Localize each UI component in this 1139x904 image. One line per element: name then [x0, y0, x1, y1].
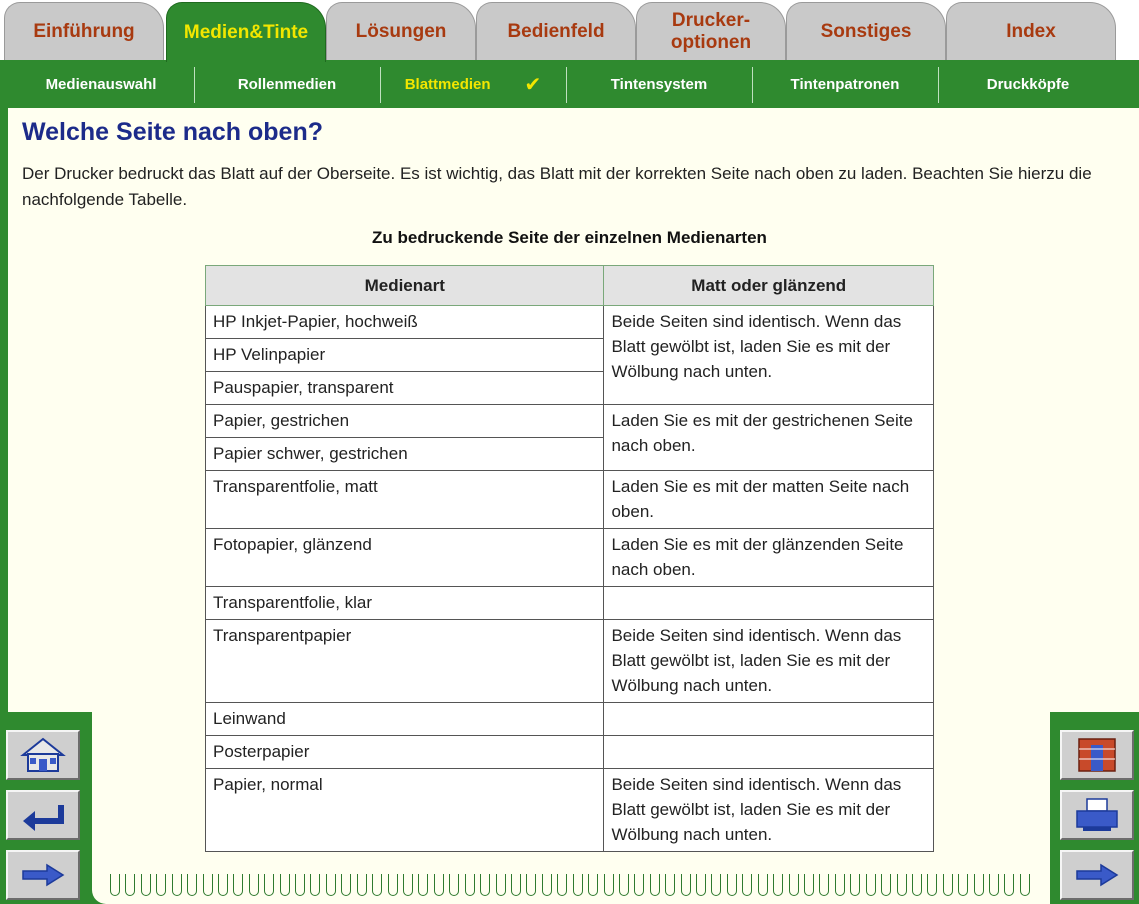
- subnav-label: Rollenmedien: [237, 75, 337, 93]
- media-cell: Fotopapier, glänzend: [206, 529, 604, 587]
- subnav-label: Druckköpfe: [986, 75, 1070, 93]
- media-cell: HP Velinpapier: [206, 339, 604, 372]
- side-cell: Laden Sie es mit der matten Seite nach oben.: [604, 471, 934, 529]
- top-tab-bar: [0, 0, 1139, 60]
- media-table: [205, 265, 934, 852]
- table-row: [206, 736, 934, 769]
- page-title: Welche Seite nach oben?: [22, 118, 324, 146]
- tab-loesungen[interactable]: [326, 2, 476, 60]
- table-row: [206, 405, 934, 438]
- side-cell: [604, 587, 934, 620]
- checkmark-icon: ✔: [524, 73, 542, 96]
- subnav-blattmedien[interactable]: [380, 63, 566, 105]
- tab-label: Bedienfeld: [507, 20, 605, 42]
- media-cell: Transparentfolie, klar: [206, 587, 604, 620]
- media-cell: Transparentfolie, matt: [206, 471, 604, 529]
- tab-einfuehrung[interactable]: [4, 2, 164, 60]
- tab-druckeroptionen[interactable]: [636, 2, 786, 60]
- tab-label: Einführung: [33, 20, 135, 42]
- tab-bedienfeld[interactable]: [476, 2, 636, 60]
- column-header-medienart: Medienart: [206, 266, 604, 306]
- side-cell: [604, 703, 934, 736]
- next-button[interactable]: [6, 850, 80, 900]
- next-icon: [17, 855, 69, 895]
- subnav-label: Medienauswahl: [45, 75, 157, 93]
- table-header-row: [206, 266, 934, 306]
- media-cell: Papier, normal: [206, 769, 604, 852]
- table-row: [206, 587, 934, 620]
- printer-icon: [1071, 795, 1123, 835]
- index-icon: [1071, 735, 1123, 775]
- printer-button[interactable]: [1060, 790, 1134, 840]
- tab-label: Sonstiges: [820, 20, 912, 42]
- table-row: [206, 620, 934, 703]
- side-cell: Beide Seiten sind identisch. Wenn das Blatt gewölbt ist, laden Sie es mit der Wölbung nach unten.: [604, 620, 934, 703]
- table-row: [206, 769, 934, 852]
- tab-label: Drucker- optionen: [670, 9, 752, 53]
- sub-navigation: [8, 60, 1139, 108]
- table-caption: Zu bedruckende Seite der einzelnen Medienarten: [372, 228, 767, 247]
- tab-sonstiges[interactable]: [786, 2, 946, 60]
- decorative-ruler: [110, 866, 1030, 896]
- table-row: [206, 703, 934, 736]
- intro-text: Der Drucker bedruckt das Blatt auf der Oberseite. Es ist wichtig, das Blatt mit der korrekten Seite nach oben zu laden. Beachten Sie hierzu die nachfolgende Tabelle.: [22, 164, 1092, 209]
- home-icon: [17, 735, 69, 775]
- tab-label: Medien&Tinte: [183, 21, 309, 43]
- forward-icon: [1071, 855, 1123, 895]
- tab-label: Index: [1006, 20, 1056, 42]
- side-cell: Beide Seiten sind identisch. Wenn das Blatt gewölbt ist, laden Sie es mit der Wölbung nach unten.: [604, 306, 934, 405]
- media-cell: Posterpapier: [206, 736, 604, 769]
- forward-button[interactable]: [1060, 850, 1134, 900]
- subnav-medienauswahl[interactable]: [8, 63, 194, 105]
- table-row: [206, 529, 934, 587]
- tab-medien-tinte[interactable]: [166, 2, 326, 62]
- table-row: [206, 306, 934, 339]
- index-button[interactable]: [1060, 730, 1134, 780]
- media-cell: HP Inkjet-Papier, hochweiß: [206, 306, 604, 339]
- home-button[interactable]: [6, 730, 80, 780]
- subnav-tintensystem[interactable]: [566, 63, 752, 105]
- subnav-tintenpatronen[interactable]: [752, 63, 938, 105]
- page-content: [22, 118, 1122, 247]
- tab-label: Lösungen: [355, 20, 447, 42]
- tab-index[interactable]: [946, 2, 1116, 60]
- subnav-druckkoepfe[interactable]: [938, 63, 1118, 105]
- media-cell: Papier, gestrichen: [206, 405, 604, 438]
- side-cell: Laden Sie es mit der gestrichenen Seite nach oben.: [604, 405, 934, 471]
- subnav-label: Blattmedien: [404, 75, 491, 93]
- column-header-matt-glaenzend: Matt oder glänzend: [604, 266, 934, 306]
- back-icon: [17, 795, 69, 835]
- media-cell: Papier schwer, gestrichen: [206, 438, 604, 471]
- media-cell: Transparentpapier: [206, 620, 604, 703]
- media-cell: Leinwand: [206, 703, 604, 736]
- side-cell: Beide Seiten sind identisch. Wenn das Blatt gewölbt ist, laden Sie es mit der Wölbung nach unten.: [604, 769, 934, 852]
- side-cell: Laden Sie es mit der glänzenden Seite nach oben.: [604, 529, 934, 587]
- table-row: [206, 471, 934, 529]
- subnav-label: Tintenpatronen: [790, 75, 900, 93]
- subnav-label: Tintensystem: [610, 75, 708, 93]
- side-cell: [604, 736, 934, 769]
- back-button[interactable]: [6, 790, 80, 840]
- subnav-rollenmedien[interactable]: [194, 63, 380, 105]
- media-cell: Pauspapier, transparent: [206, 372, 604, 405]
